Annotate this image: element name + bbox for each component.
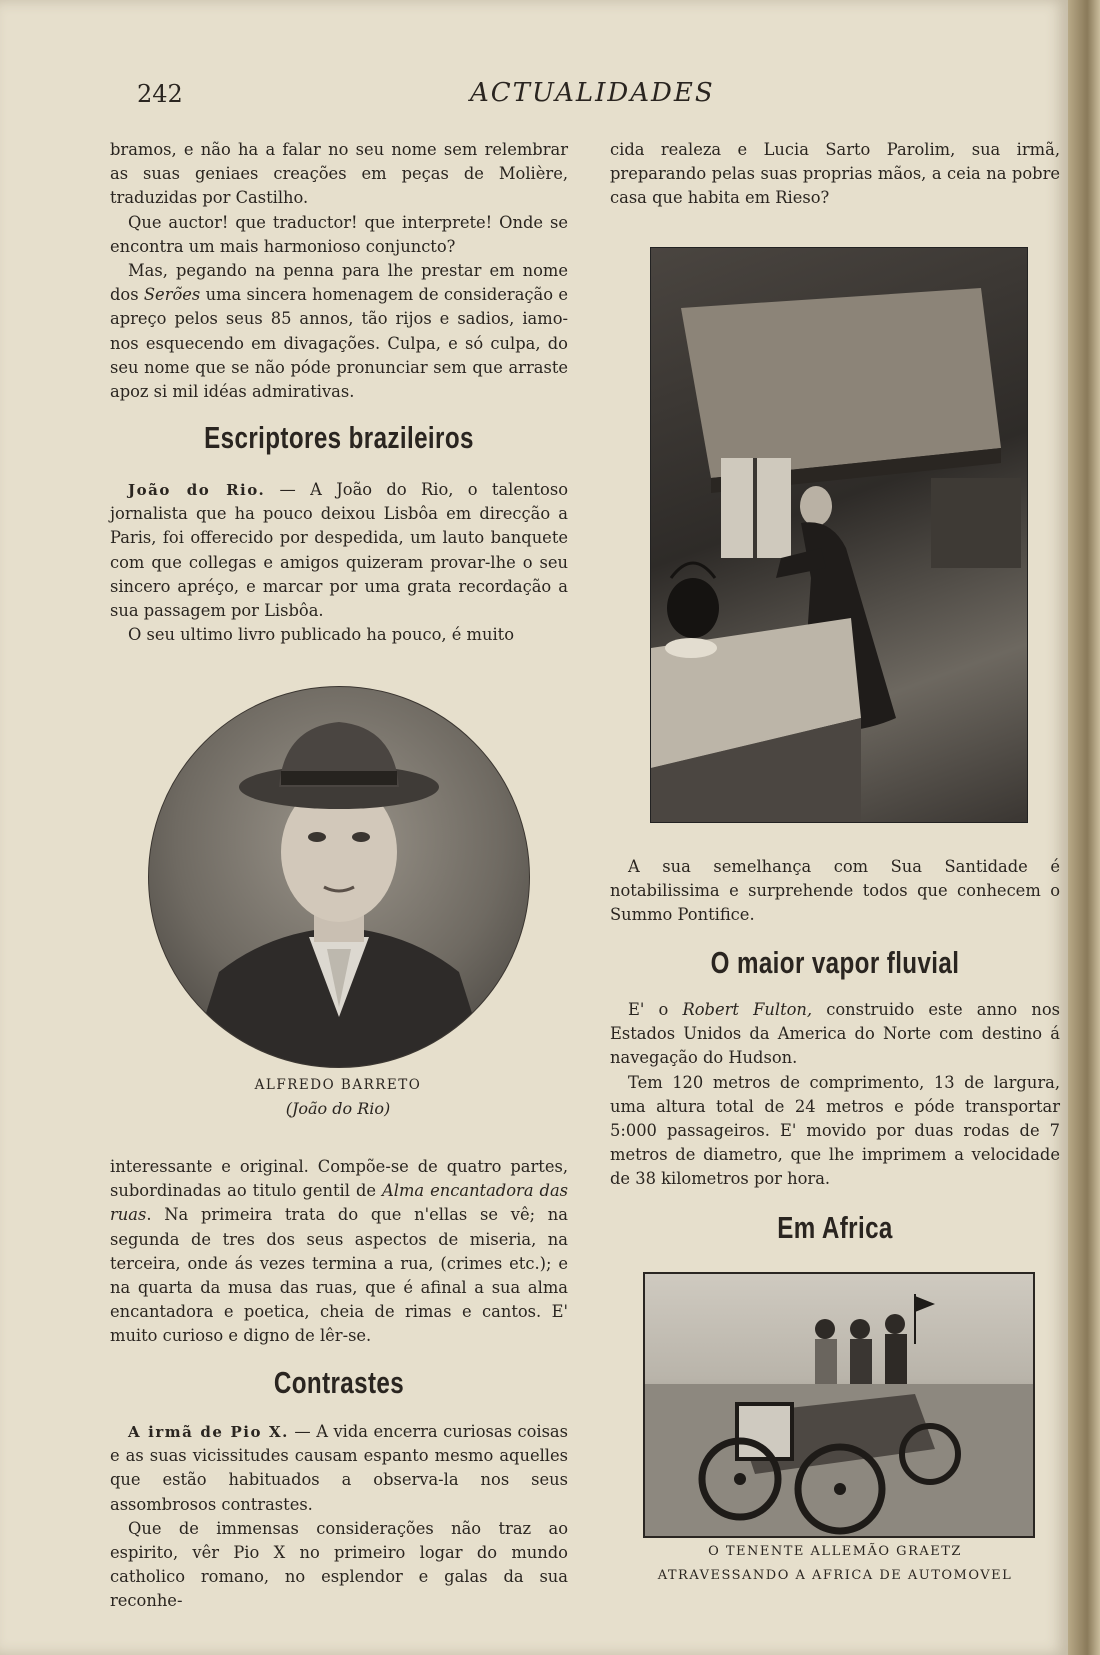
portrait-photo — [148, 686, 530, 1068]
paragraph-alma-start: interessante e original. Compõe-se de quatro partes, subordinadas ao titulo gentil de — [110, 1157, 568, 1201]
left-column-joao — [110, 478, 568, 647]
running-title: ACTUALIDADES — [470, 78, 715, 108]
automobile-photo — [643, 1272, 1035, 1538]
seroes-title: Serões — [143, 285, 201, 305]
paragraph-intro-3-start: Mas, pegando na penna para lhe prestar em nome dos — [110, 261, 568, 305]
paragraph-joao-text: — A João do Rio, o talentoso jornalista que ha pouco deixou Lisbôa em direcção a Paris, foi offerecido por despedida, um lauto banquete com que collegas e amigos quizeram provar-lhe o seu sincero apréço, e marcar por uma grata recordação a sua passagem por Lisbôa. — [110, 480, 568, 621]
portrait-caption — [148, 1073, 528, 1121]
portrait-caption-sub: (João do Rio) — [285, 1099, 391, 1118]
portrait-caption-name: ALFREDO BARRETO — [254, 1077, 422, 1093]
paragraph-consideracoes: Que de immensas considerações não traz ao espirito, vêr Pio X no primeiro logar do mundo catholico romano, no esplendor e galas da sua reconhe- — [110, 1518, 568, 1611]
section-heading-contrastes: Contrastes — [273, 1365, 405, 1400]
page-number: 242 — [137, 80, 183, 108]
kitchen-engraving — [650, 247, 1028, 823]
paragraph-intro-2: Que auctor! que traductor! que interprete! Onde se encontra um mais harmonioso conjuncto? — [110, 212, 568, 256]
book-title-alma: Alma encantadora das ruas — [110, 1181, 569, 1225]
paragraph-dimensoes: Tem 120 metros de comprimento, 13 de largura, uma altura total de 24 metros e póde transportar 5:000 passageiros. E' movido por duas rodas de 7 metros de diametro, que lhe imprimem a velocidade de 38 kilometros por hora. — [610, 1072, 1060, 1189]
paragraph-intro-1: bramos, e não ha a falar no seu nome sem relembrar as suas geniaes creações em peças de Molière, traduzidas por Castilho. — [110, 140, 568, 208]
paragraph-joao — [110, 478, 568, 623]
automobile-caption-line2: ATRAVESSANDO A AFRICA DE AUTOMOVEL — [657, 1568, 1013, 1583]
section-heading-vapor: O maior vapor fluvial — [710, 945, 960, 980]
paragraph-realeza: cida realeza e Lucia Sarto Parolim, sua irmã, preparando pelas suas proprias mãos, a ceia na pobre casa que habita em Rieso? — [610, 140, 1060, 208]
paragraph-irma-text: — A vida encerra curiosas coisas e as suas vicissitudes causam espanto mesmo aquelles que estão habituados a observa-la nos seus assombrosos contrastes. — [110, 1422, 568, 1514]
right-column-semelhanca — [610, 855, 1060, 928]
right-column-top — [610, 138, 1060, 211]
paragraph-robert-fulton — [610, 998, 1060, 1071]
section-heading-escriptores: Escriptores brazileiros — [204, 420, 474, 455]
section-heading-africa: Em Africa — [777, 1210, 893, 1245]
automobile-caption-line1: O TENENTE ALLEMÃO GRAETZ — [708, 1544, 962, 1559]
paragraph-intro-3 — [110, 259, 568, 404]
paragraph-robert-fulton-start: E' o — [628, 1000, 683, 1019]
automobile-caption — [610, 1540, 1060, 1588]
ship-name-robert-fulton: Robert Fulton, — [682, 1000, 813, 1019]
paragraph-livro: O seu ultimo livro publicado ha pouco, é muito — [128, 625, 515, 645]
page-edge — [1068, 0, 1100, 1655]
paragraph-semelhanca: A sua semelhança com Sua Santidade é notabilissima e surprehende todos que conhecem o Summo Pontifice. — [610, 857, 1060, 925]
paragraph-robert-fulton-end: construido este anno nos Estados Unidos da America do Norte com destino á navegação do Hudson. — [610, 1000, 1061, 1068]
runin-irma-pio-x: A irmã de Pio X. — [128, 1423, 289, 1441]
paragraph-alma-end: . Na primeira trata do que n'ellas se vê; na segunda de tres dos seus aspectos de miseria, na terceira, onde ás vezes termina a rua, (crimes etc.); e na quarta da musa das ruas, que é afinal a sua alma encantadora e poetica, cheia de rimas e cantos. E' muito curioso e digno de lêr-se. — [110, 1205, 568, 1346]
paragraph-irma — [110, 1420, 568, 1517]
left-column-livro-cont — [110, 1155, 568, 1349]
runin-joao-do-rio: João do Rio. — [128, 481, 266, 499]
left-column-intro — [110, 138, 568, 404]
left-column-contrastes — [110, 1420, 568, 1614]
right-column-vapor — [610, 998, 1060, 1192]
paragraph-intro-3-end: uma sincera homenagem de consideração e apreço pelos seus 85 annos, tão rijos e sadios, iamo-nos esquecendo em divagações. Culpa, e só culpa, do seu nome que se não póde pronunciar sem que arraste apoz si mil idéas admirativas. — [110, 285, 568, 402]
paragraph-alma — [110, 1155, 568, 1349]
